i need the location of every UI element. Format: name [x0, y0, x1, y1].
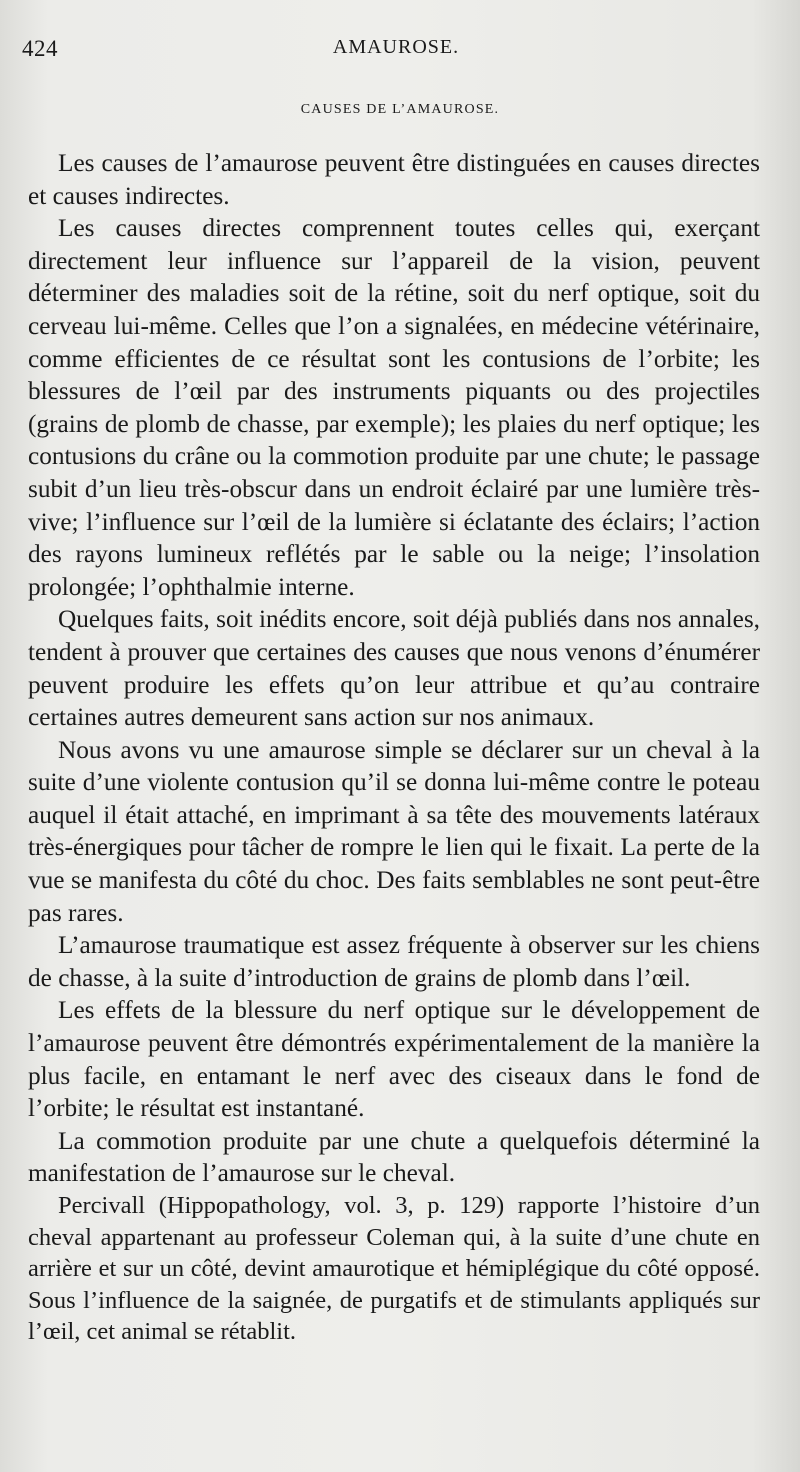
- paragraph: Quelques faits, soit inédits encore, soit déjà publiés dans nos annales, tendent à prouver que certaines des causes que nous venons d’énumérer peuvent produire les effets qu’on leur attribue et qu’au contraire certaines autres demeurent sans action sur nos animaux.: [28, 605, 760, 732]
- paragraph: Les causes directes comprennent toutes celles qui, exerçant directement leur influence sur l’appareil de la vision, peuvent déterminer des maladies soit de la rétine, soit du nerf optique, soit du cerveau lui-même. Celles que l’on a signalées, en médecine vétérinaire, comme efficientes de ce résultat sont les contusions de l’orbite; les blessures de l’œil par des instruments piquants ou des projectiles (grains de plomb de chasse, par exemple); les plaies du nerf optique; les contusions du crâne ou la commotion produite par une chute; le passage subit d’un lieu très-obscur dans un endroit éclairé par une lumière très-vive; l’influence sur l’œil de la lumière si éclatante des éclairs; l’action des rayons lumineux reflétés par le sable ou la neige; l’insolation prolongée; l’ophthalmie interne.: [28, 214, 760, 601]
- paragraph: Les effets de la blessure du nerf optique sur le développement de l’amaurose peuvent être démontrés expérimentalement de la manière la plus facile, en entamant le nerf avec des ciseaux dans le fond de l’orbite; le résultat est instantané.: [28, 996, 760, 1123]
- section-title: CAUSES DE L’AMAUROSE.: [300, 102, 500, 117]
- body-text: [28, 147, 760, 1348]
- paragraph: Percivall (Hippopathology, vol. 3, p. 129) rapporte l’histoire d’un cheval appartenant au professeur Coleman qui, à la suite d’une chute en arrière et sur un côté, devint amaurotique et hémiplégique du côté opposé. Sous l’influence de la saignée, de purgatifs et de stimulants appliqués sur l’œil, cet animal se rétablit.: [28, 1192, 760, 1345]
- page-number: 424: [22, 36, 58, 61]
- paragraph: Les causes de l’amaurose peuvent être distinguées en causes directes et causes indirectes.: [28, 149, 760, 210]
- paragraph: La commotion produite par une chute a quelquefois déterminé la manifestation de l’amaurose sur le cheval.: [28, 1126, 760, 1188]
- running-head: [22, 36, 770, 66]
- paragraph: L’amaurose traumatique est assez fréquente à observer sur les chiens de chasse, à la suite d’introduction de grains de plomb dans l’œil.: [28, 931, 760, 992]
- running-title: AMAUROSE.: [332, 36, 460, 58]
- paragraph: Nous avons vu une amaurose simple se déclarer sur un cheval à la suite d’une violente contusion qu’il se donna lui-même contre le poteau auquel il était attaché, en imprimant à sa tête des mouvements latéraux très-énergiques pour tâcher de rompre le lien qui le fixait. La perte de la vue se manifesta du côté du choc. Des faits semblables ne sont peut-être pas rares.: [28, 735, 760, 927]
